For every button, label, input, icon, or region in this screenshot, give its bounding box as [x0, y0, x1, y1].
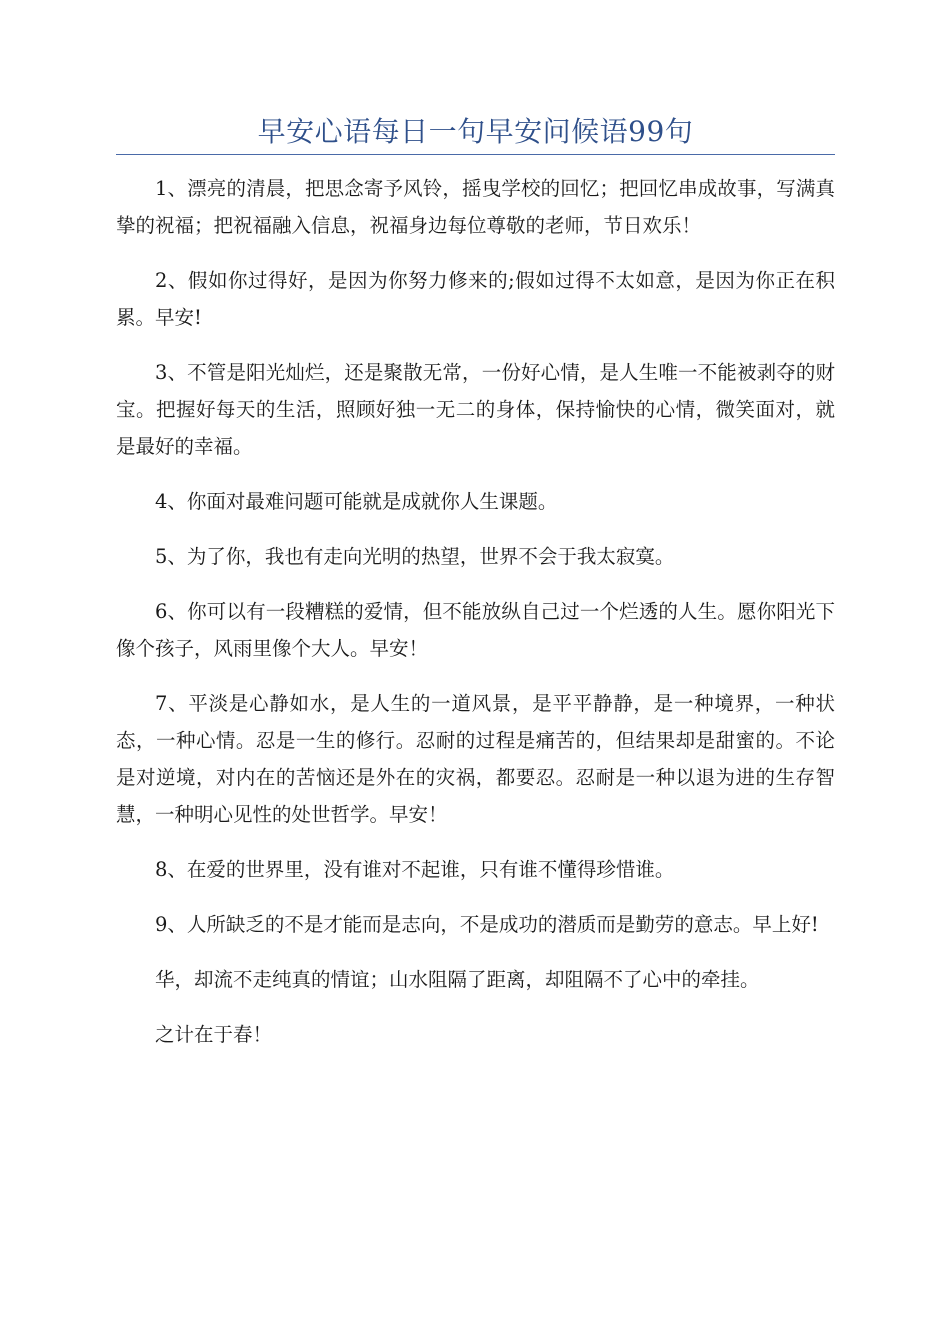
document-title: 早安心语每日一句早安问候语99句	[257, 115, 694, 148]
paragraph: 1、漂亮的清晨，把思念寄予风铃，摇曳学校的回忆；把回忆串成故事，写满真挚的祝福；把祝福融入信息，祝福身边每位尊敬的老师，节日欢乐！	[116, 177, 835, 237]
paragraph: 8、在爱的世界里，没有谁对不起谁，只有谁不懂得珍惜谁。	[155, 858, 675, 881]
paragraph: 之计在于春！	[155, 1023, 273, 1046]
paragraph: 华，却流不走纯真的情谊；山水阻隔了距离，却阻隔不了心中的牵挂。	[155, 968, 760, 991]
paragraph: 6、你可以有一段糟糕的爱情，但不能放纵自己过一个烂透的人生。愿你阳光下像个孩子，风雨里像个大人。早安！	[116, 600, 835, 660]
paragraph: 9、人所缺乏的不是才能而是志向，不是成功的潜质而是勤劳的意志。早上好!	[155, 913, 819, 936]
title-underline	[116, 154, 835, 155]
paragraph: 4、你面对最难问题可能就是成就你人生课题。	[155, 490, 558, 513]
document-body	[116, 170, 835, 1071]
paragraph: 3、不管是阳光灿烂，还是聚散无常，一份好心情，是人生唯一不能被剥夺的财宝。把握好每天的生活，照顾好独一无二的身体，保持愉快的心情，微笑面对，就是最好的幸福。	[116, 361, 835, 458]
paragraph: 5、为了你，我也有走向光明的热望，世界不会于我太寂寞。	[155, 545, 675, 568]
paragraph: 7、平淡是心静如水，是人生的一道风景，是平平静静，是一种境界，一种状态，一种心情。忍是一生的修行。忍耐的过程是痛苦的，但结果却是甜蜜的。不论是对逆境，对内在的苦恼还是外在的灾祸，都要忍。忍耐是一种以退为进的生存智慧，一种明心见性的处世哲学。早安！	[116, 692, 835, 826]
paragraph: 2、假如你过得好，是因为你努力修来的;假如过得不太如意，是因为你正在积累。早安!	[116, 269, 835, 329]
